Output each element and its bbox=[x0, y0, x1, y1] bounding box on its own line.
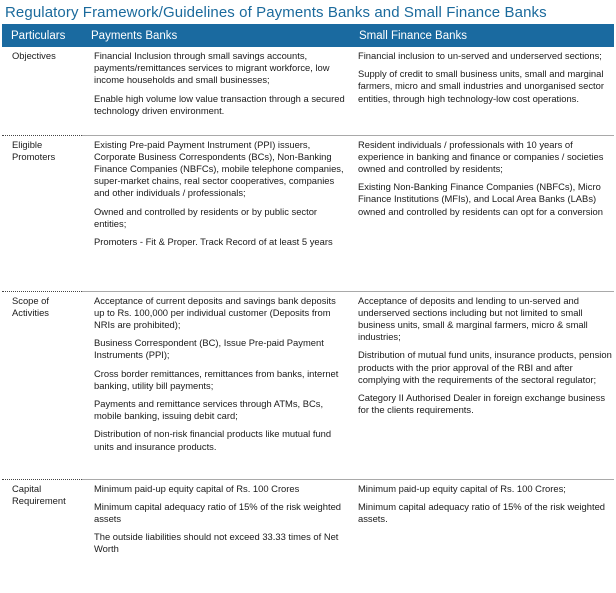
table-row-capital-requirement bbox=[2, 479, 614, 560]
comparison-table bbox=[2, 24, 614, 560]
table-row-scope-of-activities bbox=[2, 291, 614, 479]
cell-paragraph: Promoters - Fit & Proper. Track Record of at least 5 years bbox=[94, 235, 333, 247]
header-small-finance-banks: Small Finance Banks bbox=[350, 24, 614, 47]
table-row-eligible-promoters bbox=[2, 135, 614, 291]
small-finance-banks-cell bbox=[350, 47, 614, 135]
cell-paragraph: Cross border remittances, remittances from banks, internet banking, utility bill payments; bbox=[94, 367, 339, 391]
page-title: Regulatory Framework/Guidelines of Payments Banks and Small Finance Banks bbox=[5, 4, 547, 21]
cell-paragraph: Existing Pre-paid Payment Instrument (PPI) issuers, Corporate Business Correspondents (BCs), Non-Banking Finance Companies (NBFCs), mobile telephone companies, super-market chains, real sector cooperatives, companies and other individuals / professionals; bbox=[94, 138, 344, 199]
cell-paragraph: Financial Inclusion through small savings accounts, payments/remittances services to migrant workforce, low income households and small businesses; bbox=[94, 50, 330, 86]
cell-paragraph: Acceptance of deposits and lending to un-served and underserved sections including but not limited to small business units, small & marginal farmers, micro & small industries; bbox=[358, 294, 588, 343]
particular-scope-of-activities: Scope of Activities bbox=[2, 291, 82, 479]
cell-paragraph: Minimum paid-up equity capital of Rs. 100 Crores bbox=[94, 482, 300, 494]
header-particulars: Particulars bbox=[2, 24, 82, 47]
cell-paragraph: Payments and remittance services through ATMs, BCs, mobile banking, issuing debit card; bbox=[94, 397, 324, 422]
cell-paragraph: Owned and controlled by residents or by public sector entities; bbox=[94, 205, 318, 229]
payments-banks-cell bbox=[82, 479, 350, 560]
cell-paragraph: Acceptance of current deposits and savings bank deposits up to Rs. 100,000 per individual customer (Deposits from NRIs are prohibited); bbox=[94, 294, 336, 330]
header-payments-banks: Payments Banks bbox=[82, 24, 350, 47]
payments-banks-cell bbox=[82, 47, 350, 135]
cell-paragraph: Minimum paid-up equity capital of Rs. 100 Crores; bbox=[358, 482, 566, 494]
particular-capital-requirement: Capital Requirement bbox=[12, 482, 66, 506]
small-finance-banks-cell bbox=[350, 479, 614, 560]
cell-paragraph: Supply of credit to small business units, small and marginal farmers, micro and small industries and unorganised sector entities, through high technology-low cost operations. bbox=[358, 68, 604, 104]
cell-paragraph: Financial inclusion to un-served and underserved sections; bbox=[358, 50, 602, 61]
small-finance-banks-cell bbox=[350, 135, 614, 291]
payments-banks-cell bbox=[82, 135, 350, 291]
table-row-objectives bbox=[2, 47, 614, 135]
cell-paragraph: Minimum capital adequacy ratio of 15% of the risk weighted assets bbox=[94, 500, 342, 524]
small-finance-banks-cell bbox=[350, 291, 614, 479]
cell-paragraph: Enable high volume low value transaction through a secured technology driven environment. bbox=[94, 92, 345, 116]
cell-paragraph: Business Correspondent (BC), Issue Pre-paid Payment Instruments (PPI); bbox=[94, 337, 324, 361]
cell-paragraph: Existing Non-Banking Finance Companies (NBFCs), Micro Finance Institutions (MFIs), and Local Area Banks (LABs) owned and controlled by residents can opt for a conversion bbox=[358, 181, 603, 217]
table-header-row bbox=[2, 24, 614, 47]
cell-paragraph: Category II Authorised Dealer in foreign exchange business for the clients requirements. bbox=[358, 391, 606, 416]
payments-banks-cell bbox=[82, 291, 350, 479]
particular-objectives: Objectives bbox=[2, 47, 82, 135]
cell-paragraph: Distribution of mutual fund units, insurance products, pension products with the prior approval of the RBI and after complying with the requirements of the sectoral regulator; bbox=[358, 349, 612, 385]
cell-paragraph: Resident individuals / professionals with 10 years of experience in banking and finance or companies / societies owned and controlled by residents; bbox=[358, 138, 604, 174]
cell-paragraph: The outside liabilities should not exceed 33.33 times of Net Worth bbox=[94, 531, 339, 555]
particular-eligible-promoters: Eligible Promoters bbox=[2, 135, 82, 291]
cell-paragraph: Minimum capital adequacy ratio of 15% of the risk weighted assets. bbox=[358, 500, 606, 524]
cell-paragraph: Distribution of non-risk financial products like mutual fund units and insurance products. bbox=[94, 428, 332, 452]
